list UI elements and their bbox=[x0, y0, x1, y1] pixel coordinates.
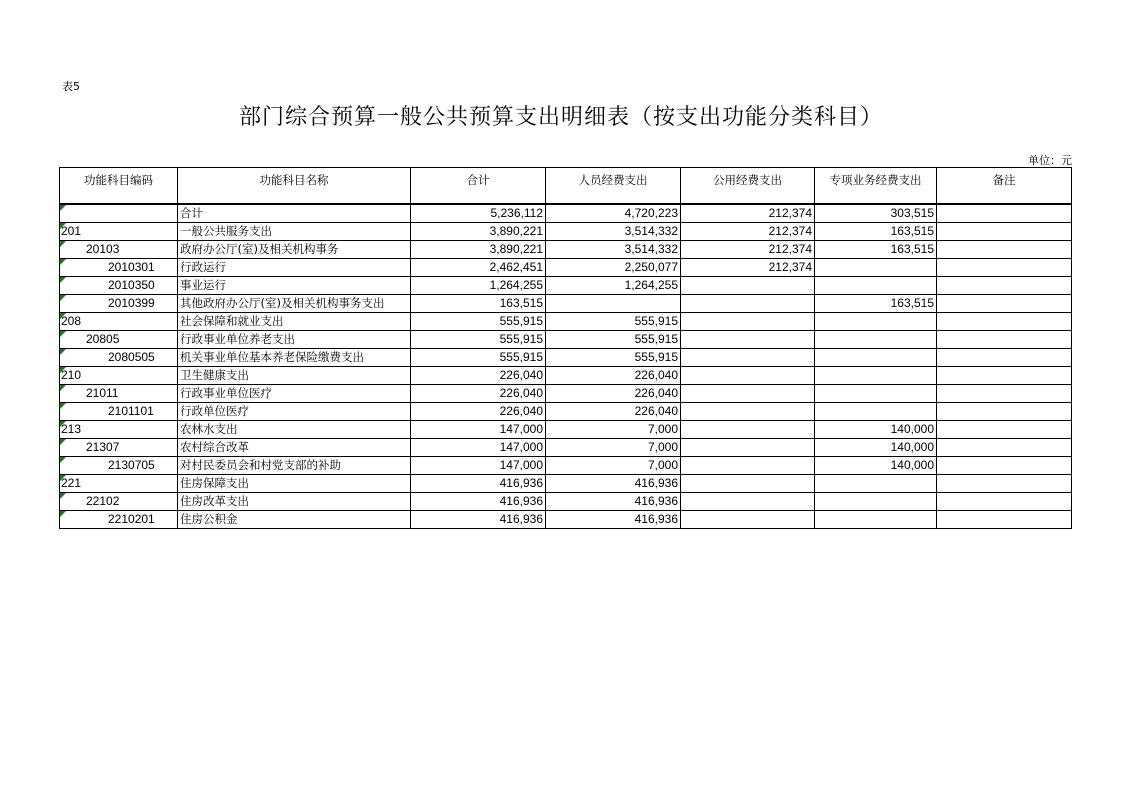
cell-personnel: 226,040 bbox=[546, 367, 681, 385]
cell-name: 行政事业单位养老支出 bbox=[178, 331, 411, 349]
cell-code: 2010301 bbox=[60, 259, 178, 277]
cell-public bbox=[681, 439, 815, 457]
table-row bbox=[60, 204, 1072, 223]
cell-remark bbox=[937, 439, 1072, 457]
cell-special bbox=[815, 367, 937, 385]
cell-code: 2080505 bbox=[60, 349, 178, 367]
cell-remark bbox=[937, 511, 1072, 529]
table-row bbox=[60, 349, 1072, 367]
table-row bbox=[60, 367, 1072, 385]
cell-code: 20103 bbox=[60, 241, 178, 259]
cell-personnel: 226,040 bbox=[546, 403, 681, 421]
table-row bbox=[60, 313, 1072, 331]
cell-total: 2,462,451 bbox=[411, 259, 546, 277]
header-remark: 备注 bbox=[937, 168, 1072, 205]
header-public: 公用经费支出 bbox=[681, 168, 815, 205]
cell-code: 21011 bbox=[60, 385, 178, 403]
cell-public bbox=[681, 403, 815, 421]
cell-total: 147,000 bbox=[411, 457, 546, 475]
cell-remark bbox=[937, 367, 1072, 385]
cell-public: 212,374 bbox=[681, 204, 815, 223]
cell-public bbox=[681, 385, 815, 403]
cell-personnel: 7,000 bbox=[546, 457, 681, 475]
cell-total: 555,915 bbox=[411, 349, 546, 367]
cell-code: 22102 bbox=[60, 493, 178, 511]
table-row bbox=[60, 403, 1072, 421]
cell-personnel: 416,936 bbox=[546, 493, 681, 511]
table-row bbox=[60, 457, 1072, 475]
cell-total: 1,264,255 bbox=[411, 277, 546, 295]
cell-total: 416,936 bbox=[411, 493, 546, 511]
cell-public bbox=[681, 331, 815, 349]
cell-special: 140,000 bbox=[815, 457, 937, 475]
cell-name: 对村民委员会和村党支部的补助 bbox=[178, 457, 411, 475]
cell-code: 2010350 bbox=[60, 277, 178, 295]
cell-public: 212,374 bbox=[681, 223, 815, 241]
table-row bbox=[60, 493, 1072, 511]
cell-remark bbox=[937, 223, 1072, 241]
cell-code: 201 bbox=[60, 223, 178, 241]
cell-total: 226,040 bbox=[411, 367, 546, 385]
header-personnel: 人员经费支出 bbox=[546, 168, 681, 205]
cell-name: 其他政府办公厅(室)及相关机构事务支出 bbox=[178, 295, 411, 313]
cell-personnel: 3,514,332 bbox=[546, 223, 681, 241]
cell-name: 住房公积金 bbox=[178, 511, 411, 529]
cell-name: 合计 bbox=[178, 204, 411, 223]
cell-code: 2101101 bbox=[60, 403, 178, 421]
cell-special: 163,515 bbox=[815, 241, 937, 259]
cell-name: 行政运行 bbox=[178, 259, 411, 277]
cell-remark bbox=[937, 259, 1072, 277]
cell-total: 3,890,221 bbox=[411, 223, 546, 241]
cell-remark bbox=[937, 313, 1072, 331]
cell-personnel: 555,915 bbox=[546, 331, 681, 349]
cell-public bbox=[681, 493, 815, 511]
expenditure-table bbox=[59, 167, 1072, 529]
cell-special: 140,000 bbox=[815, 439, 937, 457]
page-title: 部门综合预算一般公共预算支出明细表（按支出功能分类科目） bbox=[238, 105, 883, 130]
cell-remark bbox=[937, 295, 1072, 313]
cell-total: 416,936 bbox=[411, 475, 546, 493]
cell-remark bbox=[937, 241, 1072, 259]
cell-special bbox=[815, 385, 937, 403]
cell-public bbox=[681, 277, 815, 295]
cell-public bbox=[681, 313, 815, 331]
table-row bbox=[60, 277, 1072, 295]
cell-special: 140,000 bbox=[815, 421, 937, 439]
table-row bbox=[60, 421, 1072, 439]
header-special: 专项业务经费支出 bbox=[815, 168, 937, 205]
cell-special bbox=[815, 259, 937, 277]
cell-special bbox=[815, 313, 937, 331]
table-row bbox=[60, 511, 1072, 529]
cell-remark bbox=[937, 349, 1072, 367]
cell-total: 555,915 bbox=[411, 313, 546, 331]
cell-name: 机关事业单位基本养老保险缴费支出 bbox=[178, 349, 411, 367]
table-row bbox=[60, 295, 1072, 313]
cell-remark bbox=[937, 475, 1072, 493]
cell-public bbox=[681, 367, 815, 385]
cell-name: 行政单位医疗 bbox=[178, 403, 411, 421]
header-name: 功能科目名称 bbox=[178, 168, 411, 205]
cell-code bbox=[60, 204, 178, 223]
cell-public bbox=[681, 457, 815, 475]
cell-personnel: 2,250,077 bbox=[546, 259, 681, 277]
cell-total: 416,936 bbox=[411, 511, 546, 529]
cell-special bbox=[815, 493, 937, 511]
cell-total: 226,040 bbox=[411, 403, 546, 421]
cell-total: 5,236,112 bbox=[411, 204, 546, 223]
cell-special bbox=[815, 331, 937, 349]
cell-total: 3,890,221 bbox=[411, 241, 546, 259]
cell-name: 事业运行 bbox=[178, 277, 411, 295]
cell-public: 212,374 bbox=[681, 259, 815, 277]
cell-special bbox=[815, 511, 937, 529]
cell-remark bbox=[937, 204, 1072, 223]
table-row bbox=[60, 223, 1072, 241]
table-row bbox=[60, 439, 1072, 457]
cell-name: 卫生健康支出 bbox=[178, 367, 411, 385]
cell-public bbox=[681, 295, 815, 313]
cell-total: 226,040 bbox=[411, 385, 546, 403]
cell-code: 210 bbox=[60, 367, 178, 385]
cell-public bbox=[681, 511, 815, 529]
cell-total: 163,515 bbox=[411, 295, 546, 313]
table-row bbox=[60, 259, 1072, 277]
cell-personnel: 3,514,332 bbox=[546, 241, 681, 259]
cell-remark bbox=[937, 403, 1072, 421]
cell-special bbox=[815, 277, 937, 295]
cell-personnel: 555,915 bbox=[546, 313, 681, 331]
cell-public bbox=[681, 349, 815, 367]
cell-personnel: 7,000 bbox=[546, 421, 681, 439]
cell-name: 农村综合改革 bbox=[178, 439, 411, 457]
table-row bbox=[60, 241, 1072, 259]
table-row bbox=[60, 385, 1072, 403]
cell-total: 147,000 bbox=[411, 421, 546, 439]
unit-label: 单位：元 bbox=[1028, 154, 1072, 167]
cell-personnel: 416,936 bbox=[546, 475, 681, 493]
cell-public bbox=[681, 475, 815, 493]
cell-code: 2210201 bbox=[60, 511, 178, 529]
cell-public bbox=[681, 421, 815, 439]
cell-remark bbox=[937, 421, 1072, 439]
header-total: 合计 bbox=[411, 168, 546, 205]
cell-special: 163,515 bbox=[815, 295, 937, 313]
header-row bbox=[60, 168, 1072, 205]
cell-name: 一般公共服务支出 bbox=[178, 223, 411, 241]
cell-code: 2130705 bbox=[60, 457, 178, 475]
cell-remark bbox=[937, 331, 1072, 349]
cell-code: 213 bbox=[60, 421, 178, 439]
cell-name: 政府办公厅(室)及相关机构事务 bbox=[178, 241, 411, 259]
cell-name: 行政事业单位医疗 bbox=[178, 385, 411, 403]
table-row bbox=[60, 475, 1072, 493]
cell-personnel: 7,000 bbox=[546, 439, 681, 457]
table-body bbox=[60, 204, 1072, 529]
cell-special bbox=[815, 403, 937, 421]
cell-name: 农林水支出 bbox=[178, 421, 411, 439]
cell-name: 住房改革支出 bbox=[178, 493, 411, 511]
cell-personnel: 555,915 bbox=[546, 349, 681, 367]
cell-personnel bbox=[546, 295, 681, 313]
cell-code: 2010399 bbox=[60, 295, 178, 313]
cell-total: 147,000 bbox=[411, 439, 546, 457]
cell-personnel: 4,720,223 bbox=[546, 204, 681, 223]
cell-special bbox=[815, 349, 937, 367]
cell-remark bbox=[937, 493, 1072, 511]
cell-code: 20805 bbox=[60, 331, 178, 349]
cell-personnel: 416,936 bbox=[546, 511, 681, 529]
cell-name: 住房保障支出 bbox=[178, 475, 411, 493]
cell-special: 303,515 bbox=[815, 204, 937, 223]
cell-public: 212,374 bbox=[681, 241, 815, 259]
cell-code: 208 bbox=[60, 313, 178, 331]
table-row bbox=[60, 331, 1072, 349]
cell-remark bbox=[937, 277, 1072, 295]
cell-special: 163,515 bbox=[815, 223, 937, 241]
cell-special bbox=[815, 475, 937, 493]
header-code: 功能科目编码 bbox=[60, 168, 178, 205]
cell-name: 社会保障和就业支出 bbox=[178, 313, 411, 331]
cell-remark bbox=[937, 457, 1072, 475]
cell-total: 555,915 bbox=[411, 331, 546, 349]
cell-personnel: 226,040 bbox=[546, 385, 681, 403]
cell-remark bbox=[937, 385, 1072, 403]
table-number-label: 表5 bbox=[62, 80, 80, 93]
cell-code: 21307 bbox=[60, 439, 178, 457]
cell-personnel: 1,264,255 bbox=[546, 277, 681, 295]
cell-code: 221 bbox=[60, 475, 178, 493]
